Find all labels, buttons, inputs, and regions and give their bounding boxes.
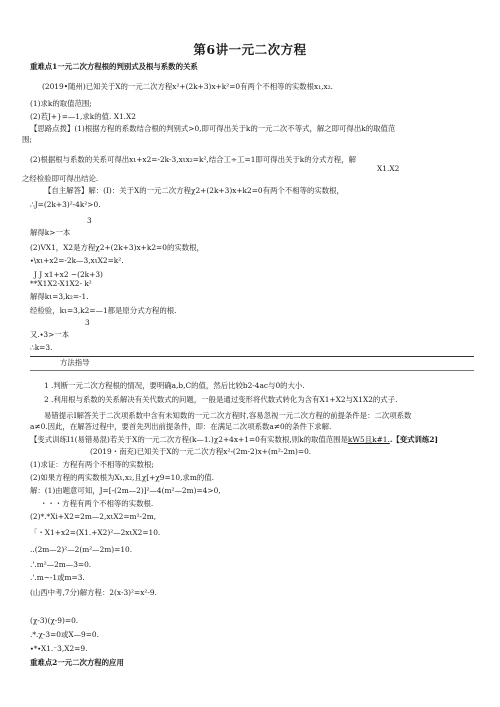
method-guide-heading: 方法指导 (60, 358, 90, 367)
caution-line-1: 易错提示I解答关于二次项系数中含有未知数的一元二次方程时,容易忽视一元二次方程的前提条件是：二次项系数 (44, 411, 412, 420)
solution-line-9: 经检验，kι=3,k2=—1都是原分式方程的根. (30, 306, 177, 315)
solution-line-2: ∴J=(2k+3)²-4k²>0. (30, 200, 101, 209)
exam-problem: (山西中考,7分)解方程：2(x-3)²=x²-9. (30, 588, 157, 597)
divider-bottom (30, 370, 474, 371)
method-point-1: 1 .判断一元二次方程根的情况，要明确a,b,C的值，然后比较b2-4ac与0的大小. (44, 381, 305, 390)
divider-top (30, 356, 474, 357)
variant-2-q1: (1)求证：方程有两个不相等的实数根; (30, 460, 154, 469)
solution-line-4: (2)VX1，X2是方程χ2+(2k+3)x+k2=0的实数根， (30, 243, 204, 252)
solution-line-1: 【自主解答】解：(I)：关于X的一元二次方程χ2+(2k+3)x+k2=0有两个不相等的实数根， (44, 186, 344, 195)
variant-1-text: 【变式训练I1(易错易混)若关于X的一元二次方程(k—1.)χ2+4x+1=0有实数根,则k的取值范围是 (30, 435, 348, 444)
variant-1-answer: kW5且k#1. (347, 435, 390, 444)
variant-2-sol-4: 「・X1+x2=(X1.+X2)²—2xιX2=10. (30, 528, 161, 537)
variant-2-sol-3: (2)*.*Xi+X2=2m—2,xιX2=m²-2m, (30, 512, 157, 521)
solution-line-10: 又.∙3>一本 (30, 330, 70, 339)
hint-line-3: (2)根据根与系数的关系可得出xι+x2=-2k-3,xιx₂=k²,结合工÷工=1即可得出关于k的分式方程，解 (30, 155, 356, 164)
variant-2-q2: (2)如果方程的两实数根为Xι,x₂,且χ[+χ9=10,求m的值. (30, 473, 214, 482)
fraction-numerator-2: 3 (85, 318, 90, 327)
variant-2-label: .【变式训练2] (389, 435, 438, 444)
hint-line-4: 之经检验即可得出结论. (22, 174, 99, 183)
variant-2-problem: (2019・南充)已知关于X的一元二次方程x²-(2m-2)x+(m²-2m)=0. (90, 447, 312, 456)
question-2: (2)若J+}=—1,求k的值. X1.X2 (30, 112, 136, 121)
solution-line-5: ∙\xι+x2=-2k—3,xιX2=k². (30, 256, 124, 265)
method-point-2: 2 .利用根与系数的关系解决有关代数式的问题，一般是通过变形将代数式转化为含有X1+X2与X1X2的式子. (44, 395, 398, 404)
fraction-numerator: 3 (87, 216, 92, 225)
variant-2-sol-7: .'.m~-1或m=3. (30, 573, 85, 582)
variant-1-question (30, 435, 438, 445)
solution-line-3: 解得k>一本 (30, 228, 71, 237)
variant-2-sol-5: ..(2m—2)²—2(m²—2m)=10. (30, 545, 133, 554)
hint-line-1: 【思路点拨】(1)根据方程的系数结合根的判别式>0,即可得出关于k的一元二次不等式，解之即可得出k的取值范 (30, 124, 396, 133)
hint-fraction: X1.X2 (377, 164, 400, 173)
solution-line-8: 解得kι=3,k₂=-1. (30, 292, 89, 301)
caution-line-2: a≠0.因此，在解答过程中，要首先列出前提条件，即：在满足二次项系数a≠0的条件下求解. (30, 422, 332, 431)
variant-2-sol-6: .'.m²—2m—3=0. (30, 560, 92, 569)
exam-sol-1: (χ-3)(χ-9)=0. (30, 616, 79, 625)
exam-sol-2: .*.χ-3=0或X—9=0. (30, 630, 99, 639)
problem-statement: (2019•随州)已知关于X的一元二次方程x²+(2k+3)x+k²=0有两个不相等的实数根x₁,x₂. (42, 82, 334, 91)
solution-line-11: ∴k=3. (30, 343, 53, 352)
question-1: (1)求k的取值范围; (30, 99, 92, 108)
solution-line-7: **X1X2-X1X2- k² (30, 279, 92, 288)
hint-line-2: 围; (22, 135, 32, 144)
exam-sol-3: ∙*∙X1.⁻3,X2=9. (30, 644, 88, 653)
section-heading-1: 重难点1一元二次方程根的判别式及根与系数的关系 (30, 62, 198, 71)
variant-2-sol-2: ・・・方程有两个不相等的实数根. (40, 499, 154, 508)
page-title: 第6讲一元二次方程 (193, 42, 307, 57)
solution-line-6: J J x1+x2 ~(2k+3) (34, 270, 103, 279)
section-heading-2: 重难点2一元二次方程的应用 (30, 658, 124, 667)
variant-2-sol-1: 解：(1)由题意可知，J=[-(2m—2)]²—4(m²—2m)=4>0, (30, 486, 221, 495)
